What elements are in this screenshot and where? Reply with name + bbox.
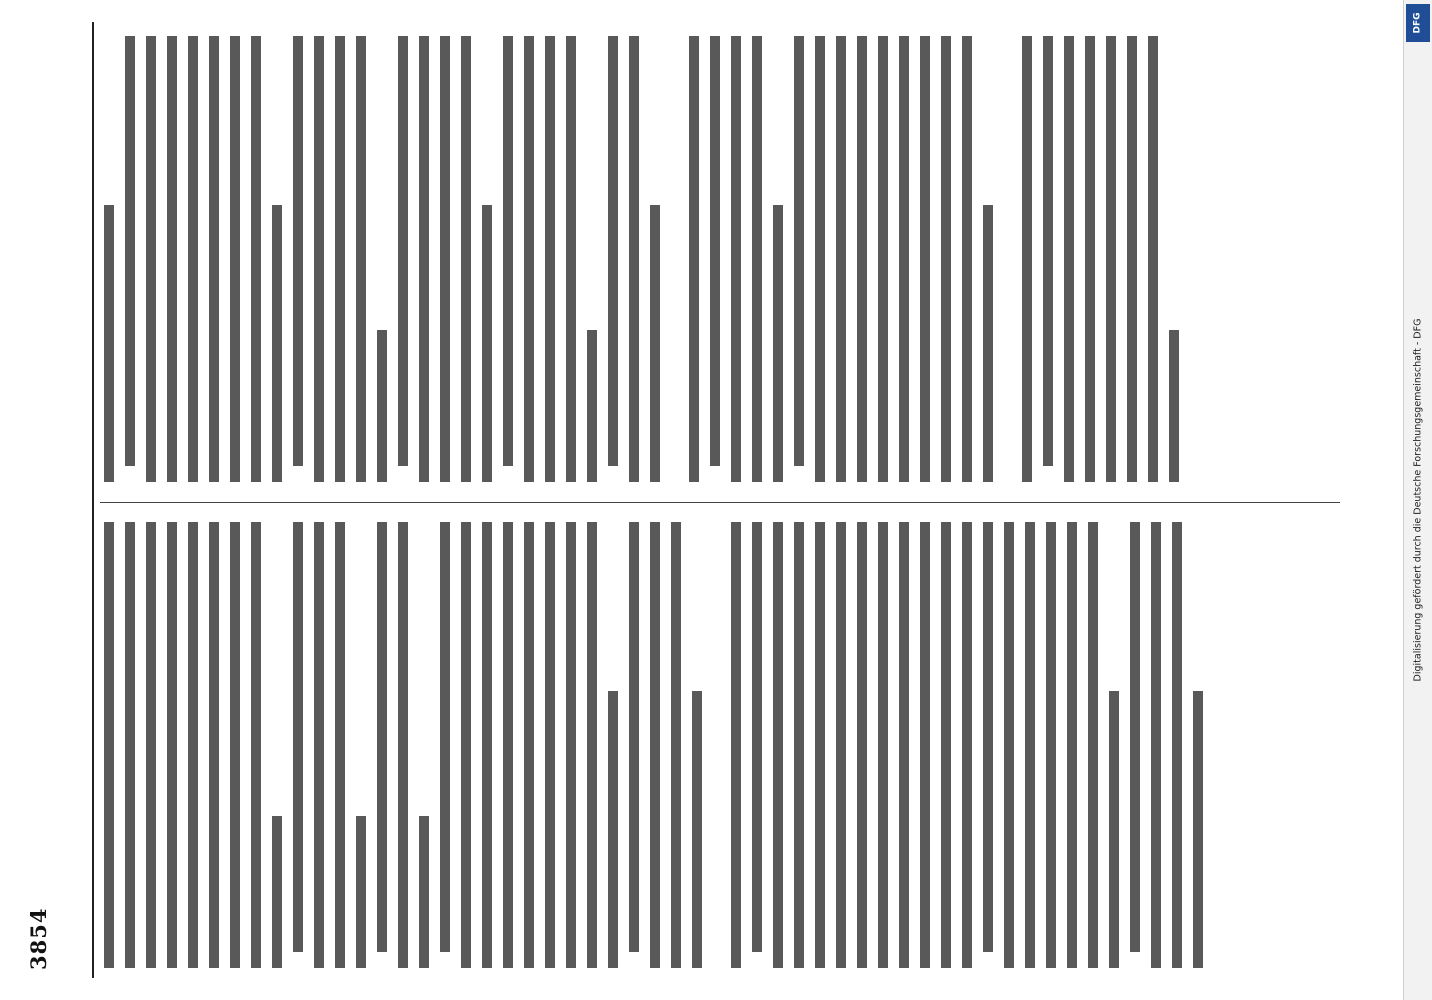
left-column [104, 522, 1214, 968]
header-rule [92, 22, 94, 978]
page-header-bar [18, 22, 62, 978]
right-column [104, 36, 1190, 482]
dfg-logo [1406, 4, 1430, 42]
page-number: 3854 [26, 907, 51, 970]
attribution-text: Digitalisierung gefördert durch die Deutsche Forschungsgemeinschaft - DFG [1412, 318, 1424, 682]
column-divider [100, 502, 1340, 503]
dfg-badge-label: DFG [1412, 12, 1423, 34]
attribution-strip [1403, 0, 1432, 1000]
